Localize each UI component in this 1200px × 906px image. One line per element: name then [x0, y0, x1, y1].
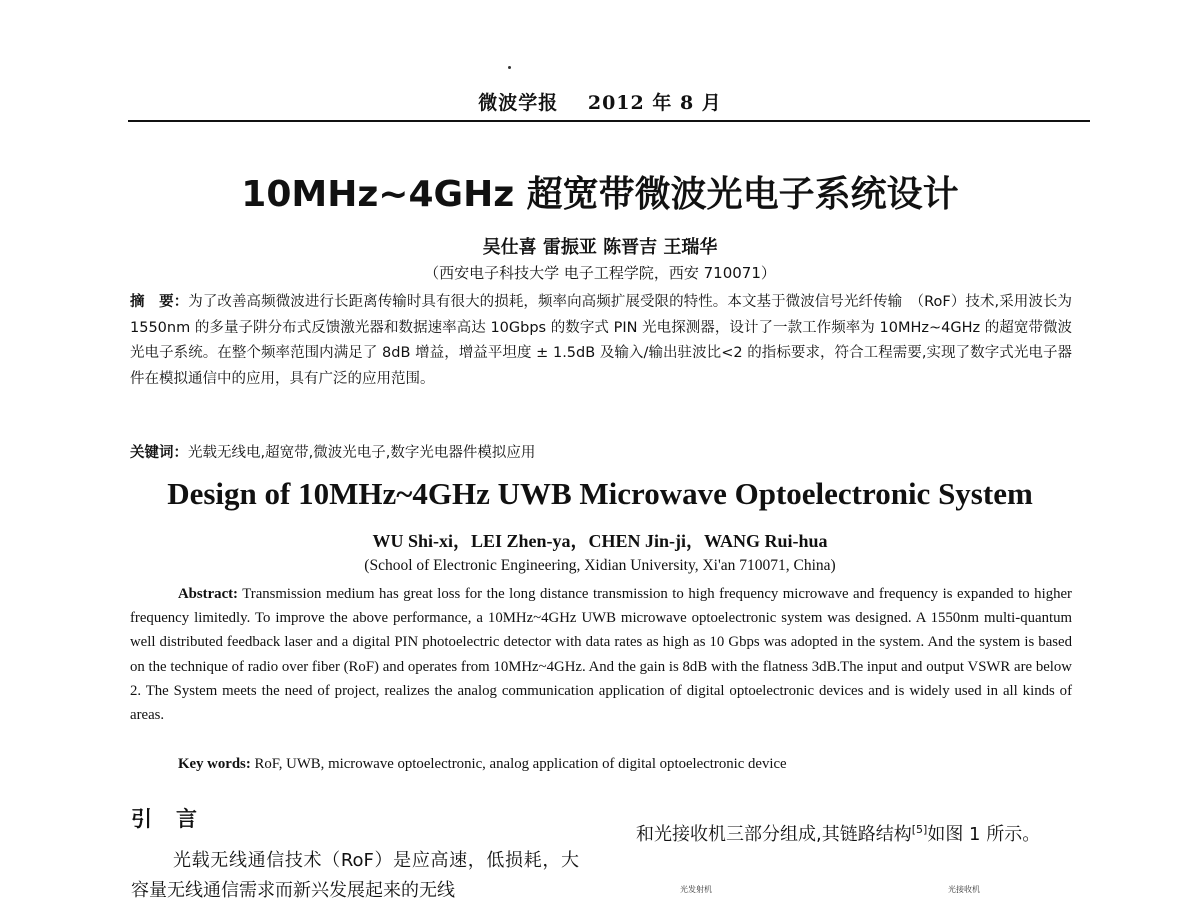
keywords-chinese-label: 关键词：: [130, 445, 188, 461]
body-right-before: 和光接收机三部分组成,其链路结构: [636, 824, 912, 845]
speck: [508, 66, 511, 69]
abstract-chinese: [130, 290, 1072, 392]
authors-english: WU Shi-xi，LEI Zhen-ya，CHEN Jin-ji，WANG Rui-hua: [372, 531, 828, 551]
section-heading-introduction: [131, 803, 199, 833]
issue-date: 2012 年 8 月: [587, 92, 722, 114]
title-chinese: 10MHz~4GHz 超宽带微波光电子系统设计: [241, 174, 959, 215]
abstract-chinese-label: 摘 要：: [130, 294, 189, 310]
figure-label-transmitter: 光发射机: [680, 885, 712, 894]
keywords-english: [178, 756, 1078, 773]
affiliation-chinese: （西安电子科技大学 电子工程学院，西安 710071）: [424, 264, 776, 282]
body-right-after: 如图 1 所示。: [927, 824, 1041, 845]
running-head: [0, 88, 1200, 115]
body-text-left-column: 光载无线通信技术（RoF）是应高速，低损耗，大容量无线通信需求而新兴发展起来的无线: [131, 850, 579, 901]
keywords-chinese-text: 光载无线电,超宽带,微波光电子,数字光电器件模拟应用: [188, 445, 536, 461]
keywords-english-text: RoF, UWB, microwave optoelectronic, analog application of digital optoelectronic device: [250, 756, 787, 772]
citation-ref: [5]: [911, 823, 928, 836]
affiliation-english: (School of Electronic Engineering, Xidian University, Xi'an 710071, China): [364, 557, 836, 574]
body-text-right-column: [636, 820, 1076, 846]
figure-label-receiver: 光接收机: [948, 885, 980, 894]
section-heading-part2: 言: [176, 807, 199, 831]
header-rule: [128, 120, 1090, 122]
abstract-english: [130, 582, 1072, 727]
abstract-english-label: Abstract:: [178, 586, 238, 602]
abstract-chinese-text: 为了改善高频微波进行长距离传输时具有很大的损耗，频率向高频扩展受限的特性。本文基于微波信号光纤传输 （RoF）技术,采用波长为 1550nm 的多量子阱分布式反馈激光器和数据速率高达 10Gbps 的数字式 PIN 光电探测器，设计了一款工作频率为 10MHz~4GHz 的超宽带微波光电子系统。在整个频率范围内满足了 8dB 增益，增益平坦度 ± 1.5dB 及输入/输出驻波比<2 的指标要求，符合工程需要,实现了数字式光电子器件在模拟通信中的应用，具有广泛的应用范围。: [130, 294, 1072, 387]
section-heading-part1: 引: [131, 807, 154, 831]
title-english: Design of 10MHz~4GHz UWB Microwave Optoelectronic System: [167, 476, 1033, 511]
abstract-english-text: Transmission medium has great loss for the long distance transmission to high frequency microwave and frequency is expanded to higher frequency limitedly. To improve the above performance, a 10MHz~4GHz UWB microwave optoelectronic system was designed. A 1550nm multi-quantum well distributed feedback laser and a digital PIN photoelectric detector with data rates as high as 10 Gbps was adopted in the system. And the system is based on the technique of radio over fiber (RoF) and operates from 10MHz~4GHz. And the gain is 8dB with the flatness 3dB.The input and output VSWR are below 2. The System meets the need of project, realizes the analog communication application of digital optoelectronic devices and is widely used in all kinds of areas.: [130, 586, 1072, 724]
journal-name: 微波学报: [478, 92, 559, 114]
keywords-chinese: [130, 441, 1072, 462]
keywords-english-label: Key words:: [178, 756, 251, 772]
authors-chinese: 吴仕喜 雷振亚 陈晋吉 王瑞华: [482, 237, 718, 258]
